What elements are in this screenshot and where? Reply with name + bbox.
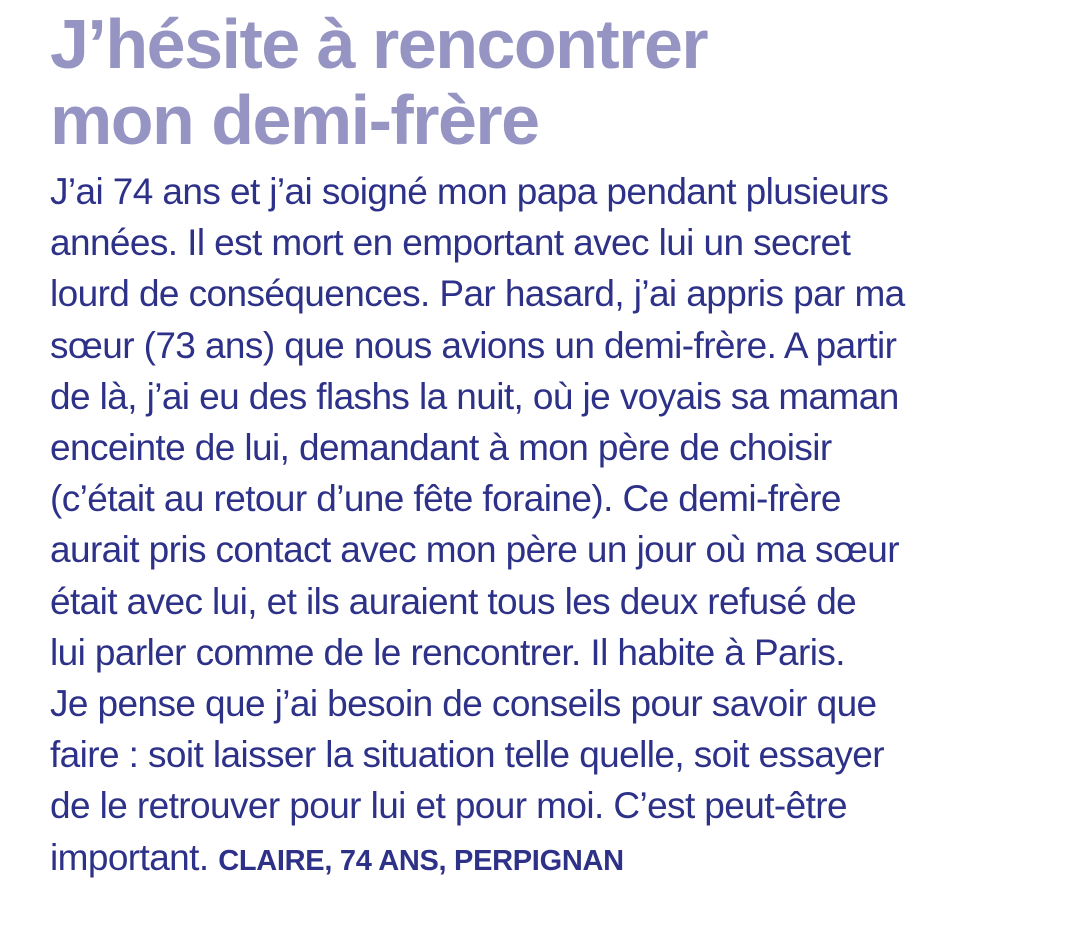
letter-body — [50, 166, 1050, 887]
body-line: J’ai 74 ans et j’ai soigné mon papa pendant plusieurs — [50, 171, 889, 212]
headline — [50, 0, 1050, 158]
reader-letter — [50, 0, 1050, 887]
body-line: années. Il est mort en emportant avec lui un secret — [50, 222, 851, 264]
body-line: aurait pris contact avec mon père un jour où ma sœur — [50, 529, 899, 571]
body-last-line — [50, 832, 1050, 887]
body-line: lourd de conséquences. Par hasard, j’ai appris par ma — [50, 273, 905, 315]
body-line: enceinte de lui, demandant à mon père de choisir — [50, 427, 832, 469]
body-line: important. — [50, 836, 209, 878]
headline-line: J’hésite à rencontrer — [50, 5, 708, 83]
body-line: (c’était au retour d’une fête foraine). Ce demi-frère — [50, 478, 841, 520]
headline-line: mon demi-frère — [50, 81, 539, 159]
body-line: lui parler comme de le rencontrer. Il habite à Paris. — [50, 631, 845, 673]
body-line: sœur (73 ans) que nous avions un demi-frère. A partir — [50, 324, 897, 366]
body-line: faire : soit laisser la situation telle quelle, soit essayer — [50, 734, 884, 776]
body-line: de le retrouver pour lui et pour moi. C’est peut-être — [50, 785, 847, 827]
body-line: Je pense que j’ai besoin de conseils pour savoir que — [50, 683, 877, 725]
author-signature: CLAIRE, 74 ANS, PERPIGNAN — [218, 844, 624, 877]
body-line: était avec lui, et ils auraient tous les deux refusé de — [50, 580, 857, 622]
body-line: de là, j’ai eu des flashs la nuit, où je voyais sa maman — [50, 375, 899, 417]
